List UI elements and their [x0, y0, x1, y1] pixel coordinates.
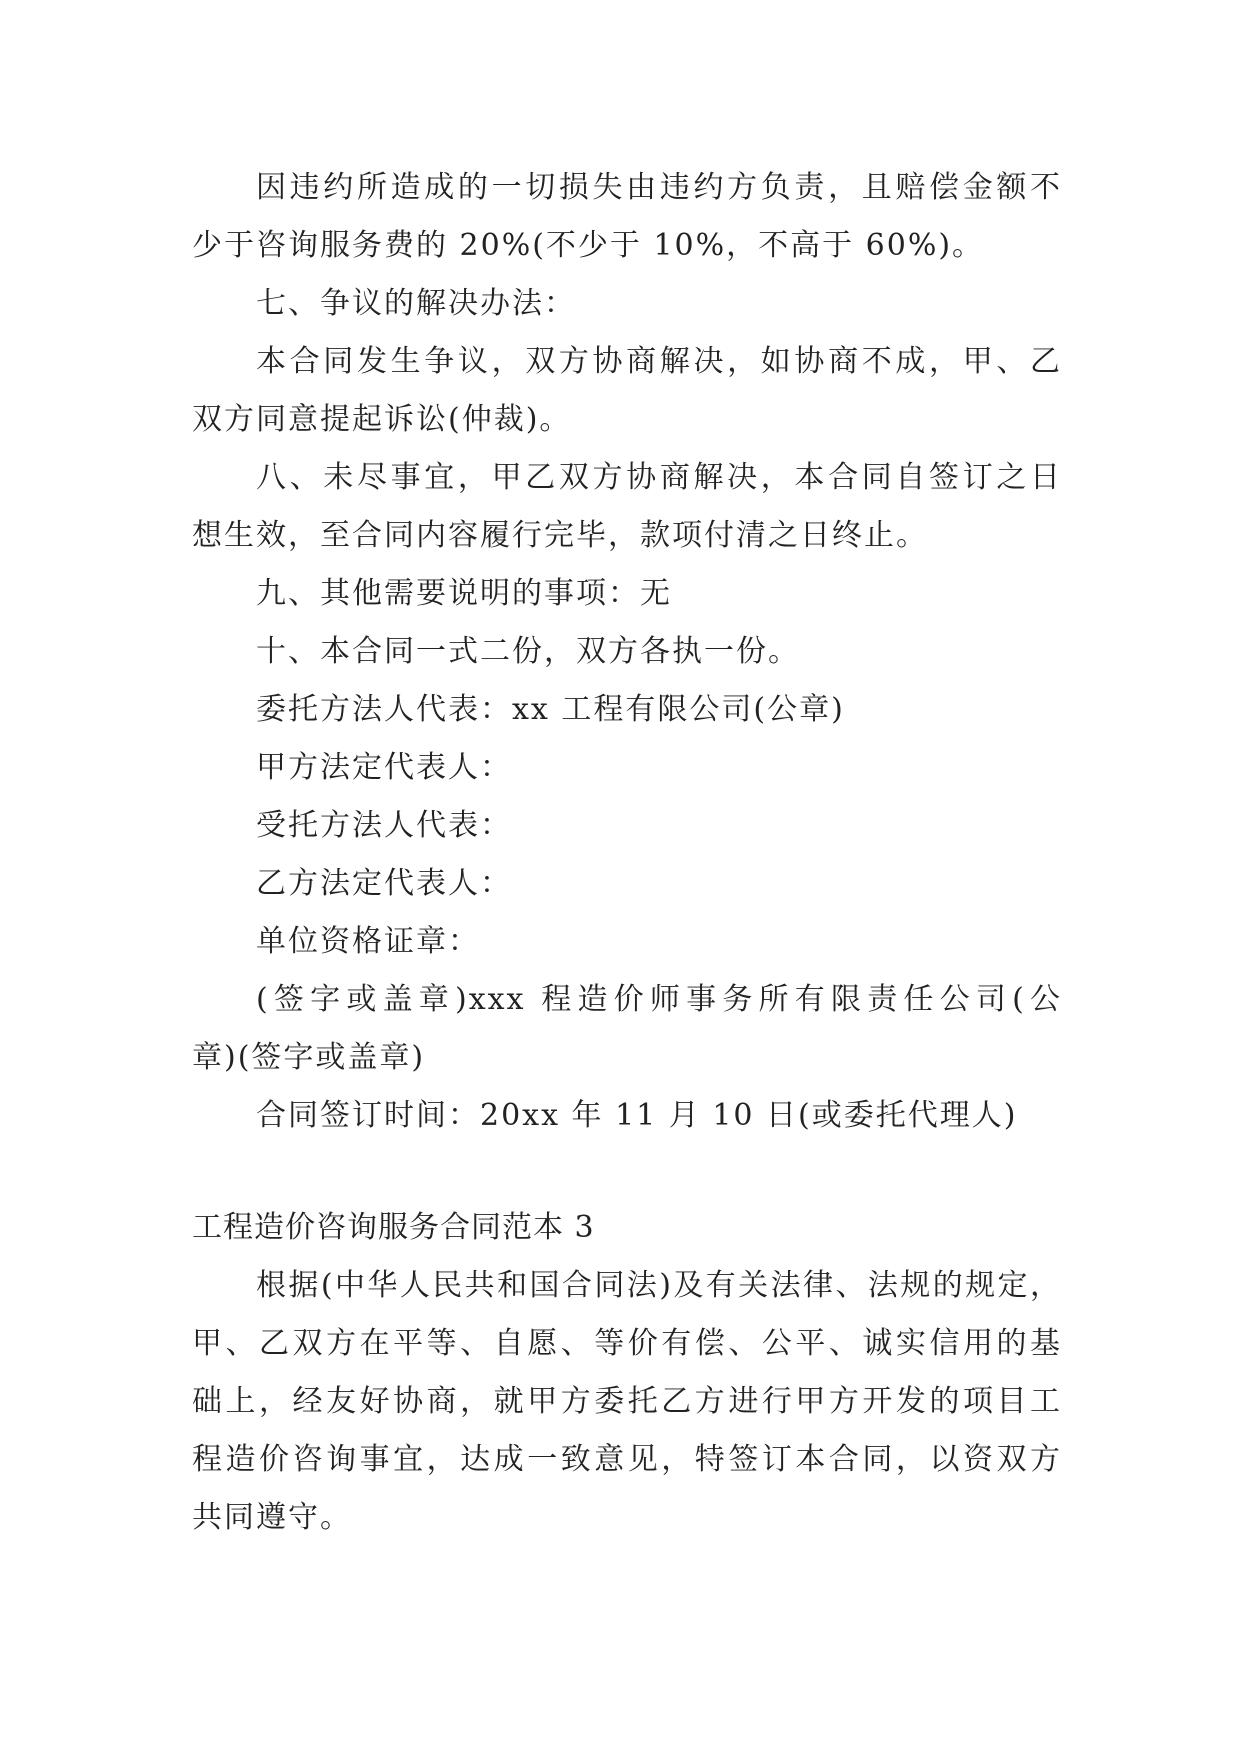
paragraph-line: 因违约所造成的一切损失由违约方负责，且赔偿金额不	[256, 170, 1062, 205]
paragraph-line: 想生效，至合同内容履行完毕，款项付清之日终止。	[192, 518, 928, 553]
paragraph-line: 根据(中华人民共和国合同法)及有关法律、法规的规定，	[256, 1268, 1062, 1303]
paragraph-line: 程造价咨询事宜，达成一致意见，特签订本合同，以资双方	[192, 1442, 1062, 1477]
paragraph-line: 八、未尽事宜，甲乙双方协商解决，本合同自签订之日	[256, 460, 1062, 495]
signature-line: 章)(签字或盖章)	[192, 1040, 426, 1075]
paragraph-line: 本合同发生争议，双方协商解决，如协商不成，甲、乙	[256, 344, 1062, 379]
clause-heading: 七、争议的解决办法：	[256, 286, 576, 321]
signature-line: 委托方法人代表：xx 工程有限公司(公章)	[256, 692, 845, 727]
paragraph-line: 九、其他需要说明的事项：无	[256, 576, 672, 611]
paragraph-line: 少于咨询服务费的 20%(不少于 10%，不高于 60%)。	[192, 228, 985, 263]
signature-line: 受托方法人代表：	[256, 808, 512, 843]
paragraph-line: 双方同意提起诉讼(仲裁)。	[192, 402, 572, 437]
signature-line: (签字或盖章)xxx 程造价师事务所有限责任公司(公	[256, 982, 1062, 1017]
paragraph-line: 共同遵守。	[192, 1500, 352, 1535]
signature-line: 甲方法定代表人：	[256, 750, 512, 785]
paragraph-line: 甲、乙双方在平等、自愿、等价有偿、公平、诚实信用的基	[192, 1326, 1062, 1361]
signature-line: 乙方法定代表人：	[256, 866, 512, 901]
signature-line: 单位资格证章：	[256, 924, 480, 959]
section-title: 工程造价咨询服务合同范本 3	[192, 1210, 595, 1245]
paragraph-line: 础上，经友好协商，就甲方委托乙方进行甲方开发的项目工	[192, 1384, 1062, 1419]
contract-date-line: 合同签订时间：20xx 年 11 月 10 日(或委托代理人)	[256, 1098, 1018, 1133]
paragraph-line: 十、本合同一式二份，双方各执一份。	[256, 634, 800, 669]
